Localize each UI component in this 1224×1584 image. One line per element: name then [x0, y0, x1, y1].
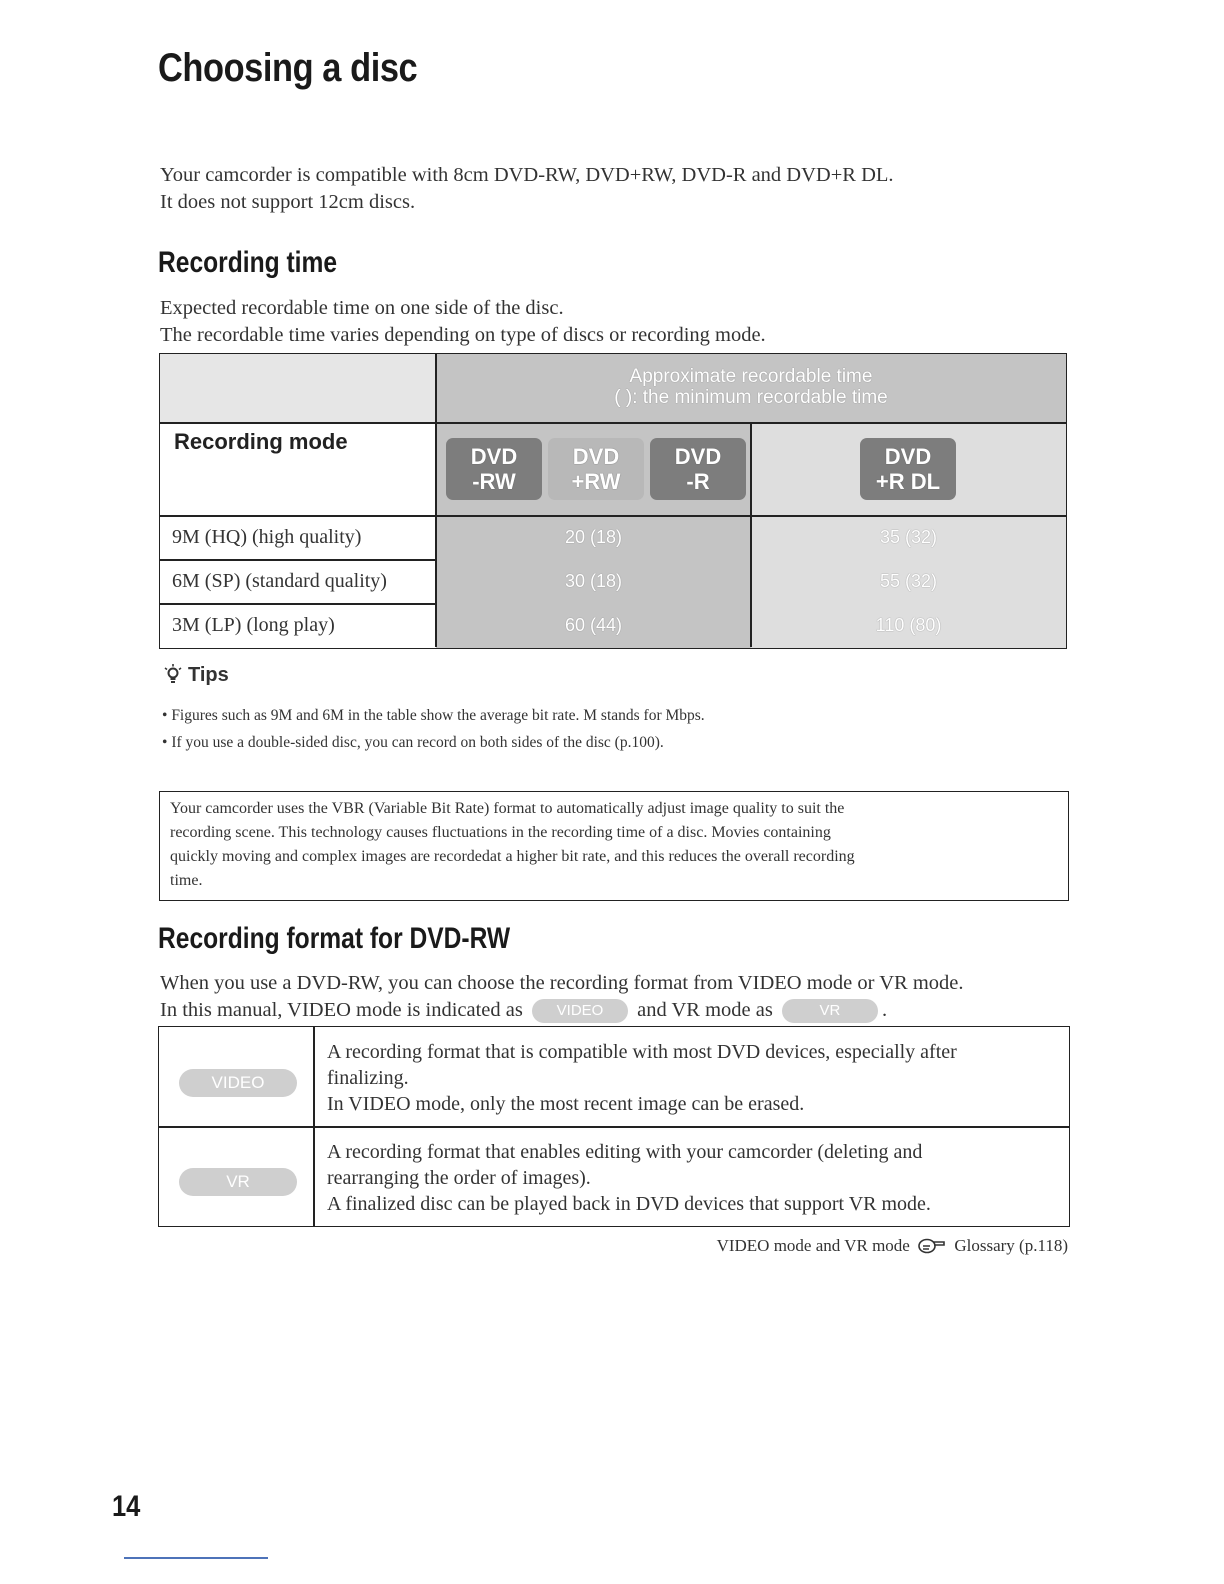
- dvd-rw-disc-icon: DVD -RW: [446, 438, 542, 500]
- vr-mode-badge: VR: [782, 999, 878, 1023]
- recording-format-table: [158, 1026, 1070, 1227]
- table-divider: [750, 423, 752, 647]
- pointing-hand-icon: [918, 1236, 946, 1254]
- tips-heading: Tips: [164, 664, 229, 687]
- table-header-cell: [436, 354, 1066, 423]
- video-mode-badge: VIDEO: [532, 999, 628, 1023]
- glossary-reference: VIDEO mode and VR mode Glossary (p.118): [716, 1236, 1068, 1255]
- dvd-plus-rw-disc-icon: DVD +RW: [548, 438, 644, 500]
- vr-mode-badge: VR: [179, 1168, 297, 1196]
- footer-rule: [124, 1557, 268, 1559]
- recording-mode-header-cell: [160, 423, 436, 516]
- table-cell-dual-layer: 110 (80): [751, 604, 1066, 648]
- recording-mode-label: Recording mode: [174, 429, 348, 454]
- note-line: Your camcorder uses the VBR (Variable Bit Rate) format to automatically adjust image quality to suit the: [170, 800, 845, 817]
- recording-time-description: [160, 295, 766, 349]
- table-cell-dual-layer: 55 (32): [751, 560, 1066, 604]
- table-divider: [159, 1126, 1069, 1128]
- description-line: When you use a DVD-RW, you can choose the recording format from VIDEO mode or VR mode.: [160, 972, 964, 994]
- video-mode-badge: VIDEO: [179, 1069, 297, 1097]
- table-row-label: 3M (LP) (long play): [172, 614, 335, 636]
- vbr-note-box: [159, 791, 1069, 901]
- recording-time-table: [159, 353, 1067, 649]
- table-cell-single-layer: 60 (44): [436, 604, 751, 648]
- table-cell-single-layer: 30 (18): [436, 560, 751, 604]
- table-row-label: 9M (HQ) (high quality): [172, 526, 362, 548]
- format-badge-cell: [159, 1127, 314, 1226]
- lightbulb-icon: [164, 664, 182, 684]
- note-line: time.: [170, 872, 203, 889]
- table-divider: [435, 354, 437, 647]
- single-layer-disc-cell: [436, 423, 751, 516]
- dvd-plus-r-dl-disc-icon: DVD +R DL: [860, 438, 956, 500]
- table-cell-single-layer: 20 (18): [436, 516, 751, 560]
- dvd-r-disc-icon: DVD -R: [650, 438, 746, 500]
- list-item: • If you use a double-sided disc, you can record on both sides of the disc (p.100).: [162, 734, 664, 751]
- intro-text: [160, 162, 894, 216]
- description-line: In this manual, VIDEO mode is indicated as VIDEO and VR mode as VR .: [160, 997, 964, 1024]
- table-corner-cell: [160, 354, 436, 423]
- dual-layer-disc-cell: [751, 423, 1066, 516]
- description-line: Expected recordable time on one side of the disc.: [160, 297, 564, 319]
- note-line: quickly moving and complex images are recordedat a higher bit rate, and this reduces the overall recording: [170, 848, 855, 865]
- table-divider: [160, 559, 435, 561]
- table-header-subtitle: ( ): the minimum recordable time: [614, 387, 888, 408]
- table-divider: [160, 515, 1066, 517]
- format-description-cell: A recording format that is compatible with most DVD devices, especially after finalizing. In VIDEO mode, only the most recent image can be erased.: [327, 1041, 957, 1115]
- table-cell-dual-layer: 35 (32): [751, 516, 1066, 560]
- page-number: 14: [112, 1490, 141, 1523]
- table-divider: [160, 603, 435, 605]
- recording-format-description: [160, 970, 964, 1024]
- intro-line: Your camcorder is compatible with 8cm DVD-RW, DVD+RW, DVD-R and DVD+R DL.: [160, 164, 894, 186]
- recording-format-heading: Recording format for DVD-RW: [158, 922, 511, 955]
- recording-time-heading: Recording time: [158, 246, 338, 279]
- page-title: Choosing a disc: [158, 46, 418, 90]
- table-divider: [160, 422, 1066, 424]
- format-badge-cell: [159, 1027, 314, 1127]
- note-line: recording scene. This technology causes fluctuations in the recording time of a disc. Movies containing: [170, 824, 831, 841]
- format-description-cell: A recording format that enables editing with your camcorder (deleting and rearranging the order of images). A finalized disc can be played back in DVD devices that support VR mode.: [327, 1141, 931, 1215]
- intro-line: It does not support 12cm discs.: [160, 191, 416, 213]
- table-header-title: Approximate recordable time: [629, 366, 873, 387]
- list-item: • Figures such as 9M and 6M in the table show the average bit rate. M stands for Mbps.: [162, 707, 705, 724]
- table-row-label: 6M (SP) (standard quality): [172, 570, 387, 592]
- description-line: The recordable time varies depending on type of discs or recording mode.: [160, 324, 766, 346]
- tips-list: [162, 702, 705, 756]
